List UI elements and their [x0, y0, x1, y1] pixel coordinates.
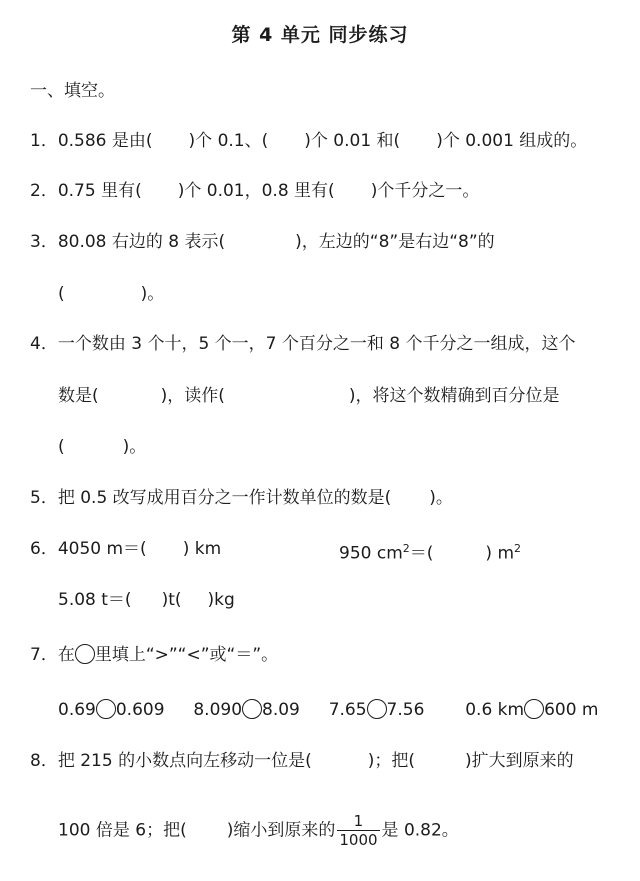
question-3-cont	[58, 281, 164, 307]
question-6-cont	[58, 587, 235, 613]
q6-text-d: ＝(	[409, 543, 434, 564]
q8-text-d: 100 倍是 6；把(	[58, 820, 187, 841]
question-8-cont	[58, 812, 459, 849]
compare-circle-3[interactable]	[367, 699, 387, 719]
page-title: 第 4 单元 同步练习	[231, 24, 409, 46]
question-4-cont	[58, 383, 560, 409]
q5-text-b: )。	[429, 488, 453, 508]
q7-text-b: 里填上“>”“<”或“＝”。	[94, 645, 279, 665]
q4-text-b: 数是(	[58, 386, 99, 406]
fraction-numerator: 1	[353, 812, 364, 830]
fraction	[337, 812, 379, 849]
q8-text-f: 是 0.82。	[381, 820, 459, 841]
q6-text-f: 5.08 t＝(	[58, 590, 132, 610]
q5-text-a: 5．把 0.5 改写成用百分之一作计数单位的数是(	[30, 488, 392, 508]
question-6-part2	[339, 536, 521, 567]
q7-pair-3	[329, 700, 425, 720]
q6-text-g: )t(	[161, 590, 182, 610]
q8-text-b: )；把(	[367, 751, 415, 771]
question-3	[30, 229, 495, 255]
q6-text-a: 6．4050 m＝(	[30, 539, 147, 559]
q4-text-c: )，读作(	[160, 386, 225, 406]
q4-text-e: (	[58, 437, 65, 457]
question-5	[30, 485, 453, 511]
question-6	[30, 536, 221, 562]
q7-p2-right: 8.09	[262, 700, 300, 720]
question-8	[30, 748, 574, 774]
q6-text-c: 950 cm	[339, 543, 403, 564]
q7-p4-right: 600 m	[544, 700, 599, 720]
compare-circle-2[interactable]	[242, 699, 262, 719]
q4-text-f: )。	[122, 437, 147, 457]
q8-text-e: )缩小到原来的	[226, 820, 336, 841]
compare-circle-4[interactable]	[524, 699, 544, 719]
q7-pair-4	[465, 700, 598, 720]
q2-text-c: )个千分之一。	[370, 181, 480, 201]
question-4: 4．一个数由 3 个十，5 个一，7 个百分之一和 8 个千分之一组成，这个	[30, 334, 576, 354]
question-7	[30, 642, 278, 668]
q7-text-a: 7．在	[30, 645, 75, 665]
section-heading: 一、填空。	[30, 81, 115, 101]
q2-text-b: )个 0.01，0.8 里有(	[177, 181, 335, 201]
q8-text-c: )扩大到原来的	[464, 751, 574, 771]
q7-p3-right: 7.56	[386, 700, 425, 720]
q6-text-b: ) km	[182, 539, 222, 559]
q7-p2-left: 8.090	[193, 700, 243, 720]
q1-text-d: )个 0.001 组成的。	[436, 131, 588, 151]
q3-text-c: (	[58, 284, 65, 304]
q1-text-a: 1．0.586 是由(	[30, 131, 153, 151]
q7-p1-left: 0.69	[58, 700, 96, 720]
compare-circle-1[interactable]	[96, 699, 116, 719]
q6-text-e: ) m	[485, 543, 515, 564]
q6-sup-2: 2	[514, 542, 522, 555]
q3-text-d: )。	[140, 284, 165, 304]
q3-text-b: )，左边的“8”是右边“8”的	[295, 232, 495, 252]
q1-text-b: )个 0.1、(	[188, 131, 269, 151]
fraction-denominator: 1000	[339, 831, 378, 849]
q2-text-a: 2．0.75 里有(	[30, 181, 142, 201]
q7-p4-left: 0.6 km	[465, 700, 525, 720]
q4-text-d: )，将这个数精确到百分位是	[348, 386, 560, 406]
q7-p1-right: 0.609	[115, 700, 165, 720]
question-2	[30, 178, 479, 204]
question-7-items	[58, 697, 599, 723]
question-4-cont2	[58, 434, 146, 460]
q6-text-h: )kg	[207, 590, 235, 610]
q7-pair-1	[58, 700, 165, 720]
q1-text-c: )个 0.01 和(	[304, 131, 401, 151]
q7-p3-left: 7.65	[328, 700, 367, 720]
q6-sup-1: 2	[402, 542, 410, 555]
q3-text-a: 3．80.08 右边的 8 表示(	[30, 232, 226, 252]
question-1	[30, 128, 587, 154]
circle-blank-icon	[75, 644, 95, 664]
q8-text-a: 8．把 215 的小数点向左移动一位是(	[30, 751, 312, 771]
q7-pair-2	[193, 700, 300, 720]
